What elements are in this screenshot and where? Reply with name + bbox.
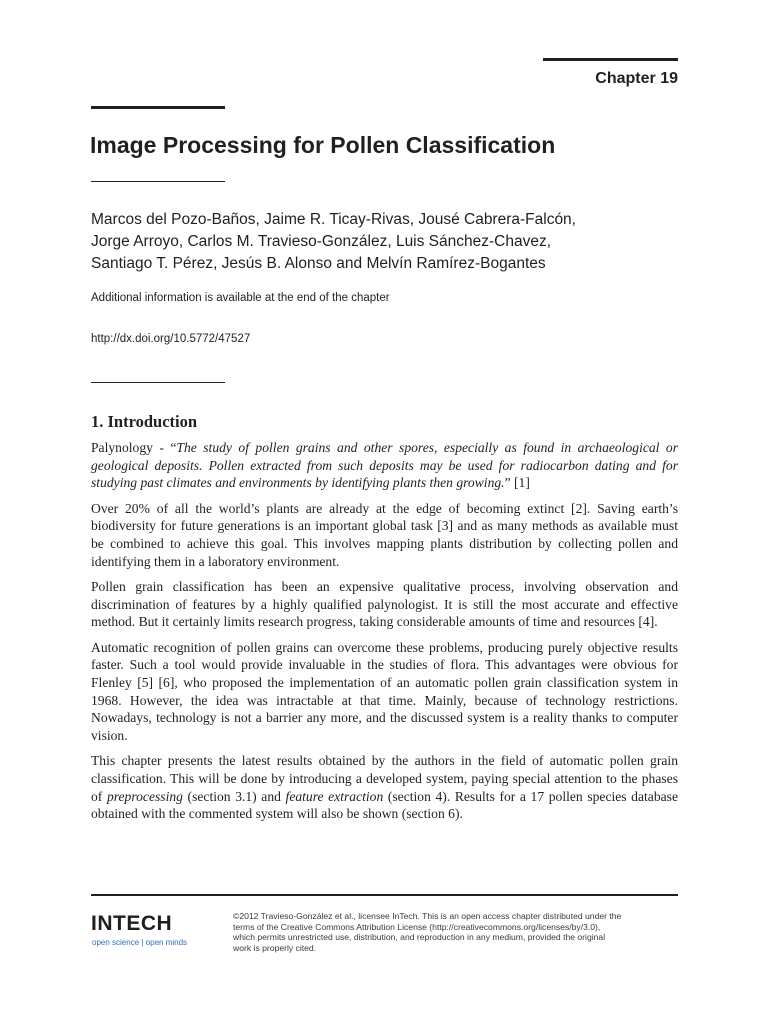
author-line: Santiago T. Pérez, Jesús B. Alonso and Melvín Ramírez-Bogantes (91, 255, 546, 272)
title-rule-top (91, 106, 225, 109)
definition-paragraph (91, 439, 678, 492)
section-rule (91, 382, 225, 383)
text-run: (section 3.1) and (182, 788, 286, 804)
text-run: (section 4). Results for a 17 pollen species database obtained with the commented system will also be shown (section 6). (91, 788, 678, 822)
definition-term: Palynology - “ (91, 440, 177, 455)
title-rule-bottom (91, 181, 225, 182)
license-line: work is properly cited. (233, 942, 317, 953)
body-text (91, 439, 678, 831)
license-line: which permits unrestricted use, distribution, and reproduction in any medium, provided the original (233, 932, 606, 942)
footer-rule (91, 894, 678, 896)
license-notice (233, 911, 683, 953)
body-paragraph: Over 20% of all the world’s plants are already at the edge of becoming extinct [2]. Saving earth’s biodiversity for future generations is an important global task [3] and as many methods as available must be combined to achieve this goal. This involves mapping plants distribution by collecting pollen and identifying them in a laboratory environment. (91, 500, 678, 569)
author-line: Marcos del Pozo-Baños, Jaime R. Ticay-Rivas, Jousé Cabrera-Falcón, (91, 211, 576, 228)
emphasis-feature-extraction: feature extraction (285, 788, 384, 804)
emphasis-preprocessing: preprocessing (106, 788, 183, 804)
license-line: ©2012 Travieso-González et al., licensee InTech. This is an open access chapter distributed under the (233, 911, 622, 921)
section-heading: 1. Introduction (91, 412, 198, 431)
page-title: Image Processing for Pollen Classification (90, 132, 556, 158)
logo-tagline: open science | open minds (92, 938, 188, 947)
body-paragraph: Pollen grain classification has been an expensive qualitative process, involving observation and discrimination of features by a highly qualified palynologist. It is still the most accurate and effective method. But it certainly limits research progress, taking considerable amounts of time and resources [4]. (91, 578, 678, 630)
author-list (91, 209, 691, 275)
definition-quote: The study of pollen grains and other spores, especially as found in archaeological or geological deposits. Pollen extracted from such deposits may be used for radiocarbon dating and for studying past climates and environments by identifying plants then growing. (91, 440, 678, 491)
definition-citation: ” [1] (504, 475, 530, 491)
intech-logo: INTECH (91, 912, 173, 935)
doi-link[interactable]: http://dx.doi.org/10.5772/47527 (91, 333, 251, 345)
text-run: This chapter presents the latest results obtained by the authors in the field of automatic pollen grain classification. This will be done by introducing a developed system, paying special attention to the phases of (91, 753, 678, 804)
chapter-rule (543, 58, 678, 61)
body-paragraph: Automatic recognition of pollen grains can overcome these problems, producing purely objective results faster. Such a tool would provide invaluable in the studies of flora. This advantages were obvious for Flenley [5] [6], who proposed the implementation of an automatic pollen grain classification system in 1968. However, the idea was intractable at that time. Mainly, because of technology restrictions. Nowadays, technology is not a barrier any more, and the discussed system is a reality thanks to computer vision. (91, 639, 678, 744)
license-line: terms of the Creative Commons Attribution License (http://creativecommons.org/licenses/by/3.0), (233, 921, 601, 932)
author-line: Jorge Arroyo, Carlos M. Travieso-González, Luis Sánchez-Chavez, (91, 233, 552, 250)
additional-info-note: Additional information is available at the end of the chapter (91, 292, 390, 304)
chapter-label: Chapter 19 (595, 70, 678, 87)
body-paragraph-last (91, 752, 678, 823)
